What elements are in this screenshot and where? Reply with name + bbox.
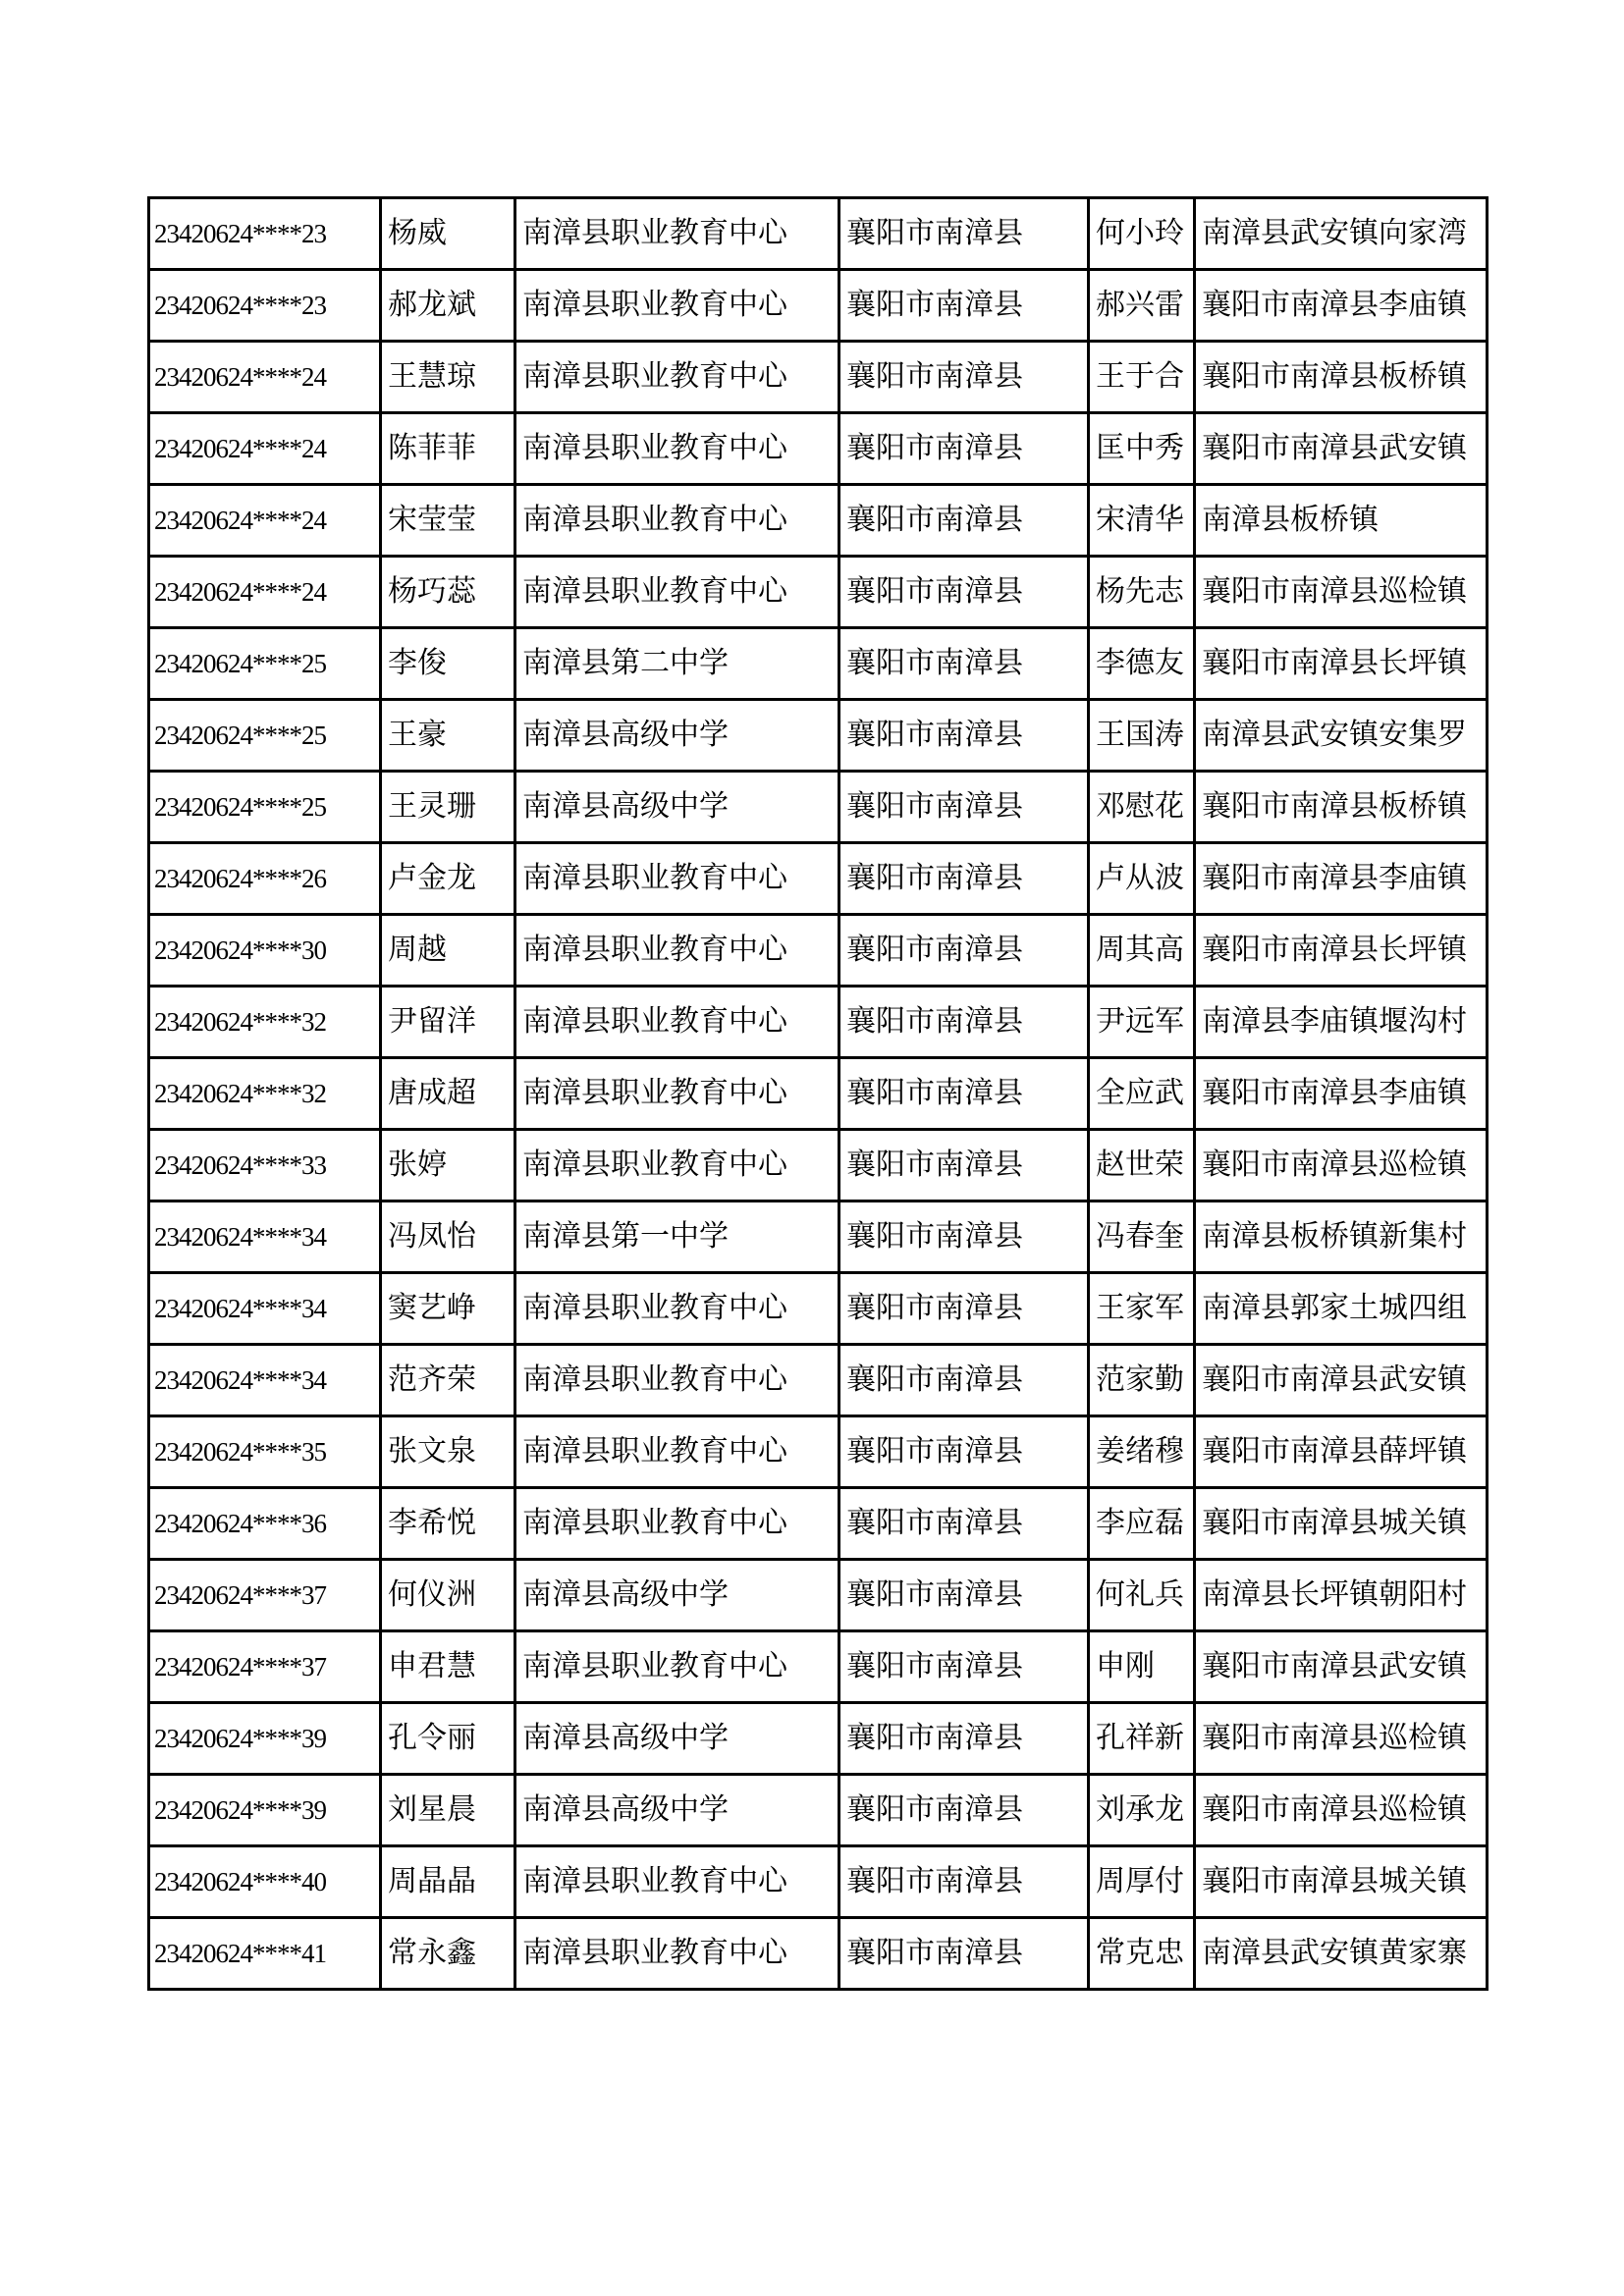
address-cell: 襄阳市南漳县薛坪镇 [1195,1416,1488,1488]
school-cell: 南漳县高级中学 [515,772,839,843]
region-cell: 襄阳市南漳县 [839,1775,1089,1846]
id-cell: 23420624****24 [149,413,381,485]
student-name-cell: 杨巧蕊 [381,557,515,628]
guardian-name-cell: 郝兴雷 [1089,270,1195,342]
guardian-name-cell: 王国涛 [1089,700,1195,772]
address-cell: 南漳县板桥镇新集村 [1195,1201,1488,1273]
address-cell: 襄阳市南漳县武安镇 [1195,1631,1488,1703]
id-cell: 23420624****36 [149,1488,381,1560]
school-cell: 南漳县职业教育中心 [515,1273,839,1345]
address-cell: 襄阳市南漳县李庙镇 [1195,270,1488,342]
guardian-name-cell: 王家军 [1089,1273,1195,1345]
student-name-cell: 李希悦 [381,1488,515,1560]
table-row [149,1345,1488,1416]
id-cell: 23420624****24 [149,485,381,557]
student-name-cell: 宋莹莹 [381,485,515,557]
id-cell: 23420624****23 [149,270,381,342]
region-cell: 襄阳市南漳县 [839,1631,1089,1703]
address-cell: 襄阳市南漳县武安镇 [1195,413,1488,485]
id-cell: 23420624****32 [149,1058,381,1130]
guardian-name-cell: 姜绪穆 [1089,1416,1195,1488]
address-cell: 襄阳市南漳县城关镇 [1195,1846,1488,1918]
guardian-name-cell: 杨先志 [1089,557,1195,628]
address-cell: 襄阳市南漳县巡检镇 [1195,557,1488,628]
address-cell: 南漳县长坪镇朝阳村 [1195,1560,1488,1631]
region-cell: 襄阳市南漳县 [839,1201,1089,1273]
school-cell: 南漳县职业教育中心 [515,1345,839,1416]
guardian-name-cell: 何小玲 [1089,198,1195,270]
guardian-name-cell: 申刚 [1089,1631,1195,1703]
id-cell: 23420624****37 [149,1631,381,1703]
region-cell: 襄阳市南漳县 [839,1846,1089,1918]
student-name-cell: 申君慧 [381,1631,515,1703]
guardian-name-cell: 尹远军 [1089,987,1195,1058]
table-row [149,1058,1488,1130]
region-cell: 襄阳市南漳县 [839,843,1089,915]
id-cell: 23420624****34 [149,1273,381,1345]
region-cell: 襄阳市南漳县 [839,1703,1089,1775]
region-cell: 襄阳市南漳县 [839,700,1089,772]
school-cell: 南漳县职业教育中心 [515,987,839,1058]
guardian-name-cell: 李应磊 [1089,1488,1195,1560]
guardian-name-cell: 宋清华 [1089,485,1195,557]
table-row [149,485,1488,557]
region-cell: 襄阳市南漳县 [839,1918,1089,1990]
school-cell: 南漳县职业教育中心 [515,270,839,342]
student-name-cell: 周晶晶 [381,1846,515,1918]
address-cell: 南漳县武安镇向家湾 [1195,198,1488,270]
table-row [149,1130,1488,1201]
id-cell: 23420624****39 [149,1703,381,1775]
address-cell: 南漳县板桥镇 [1195,485,1488,557]
table-row [149,1703,1488,1775]
school-cell: 南漳县高级中学 [515,1560,839,1631]
school-cell: 南漳县第二中学 [515,628,839,700]
student-name-cell: 常永鑫 [381,1918,515,1990]
address-cell: 襄阳市南漳县城关镇 [1195,1488,1488,1560]
student-name-cell: 卢金龙 [381,843,515,915]
student-name-cell: 张婷 [381,1130,515,1201]
school-cell: 南漳县职业教育中心 [515,1846,839,1918]
address-cell: 襄阳市南漳县板桥镇 [1195,772,1488,843]
region-cell: 襄阳市南漳县 [839,557,1089,628]
region-cell: 襄阳市南漳县 [839,1416,1089,1488]
region-cell: 襄阳市南漳县 [839,270,1089,342]
guardian-name-cell: 何礼兵 [1089,1560,1195,1631]
student-name-cell: 唐成超 [381,1058,515,1130]
table-body [149,198,1488,1990]
table-row [149,1273,1488,1345]
school-cell: 南漳县职业教育中心 [515,557,839,628]
address-cell: 襄阳市南漳县巡检镇 [1195,1130,1488,1201]
school-cell: 南漳县职业教育中心 [515,1416,839,1488]
id-cell: 23420624****24 [149,557,381,628]
student-name-cell: 孔令丽 [381,1703,515,1775]
guardian-name-cell: 赵世荣 [1089,1130,1195,1201]
student-name-cell: 王灵珊 [381,772,515,843]
table-row [149,700,1488,772]
id-cell: 23420624****40 [149,1846,381,1918]
region-cell: 襄阳市南漳县 [839,772,1089,843]
region-cell: 襄阳市南漳县 [839,987,1089,1058]
guardian-name-cell: 卢从波 [1089,843,1195,915]
school-cell: 南漳县高级中学 [515,1703,839,1775]
table-row [149,198,1488,270]
region-cell: 襄阳市南漳县 [839,198,1089,270]
student-name-cell: 范齐荣 [381,1345,515,1416]
table-row [149,1488,1488,1560]
id-cell: 23420624****30 [149,915,381,987]
address-cell: 襄阳市南漳县巡检镇 [1195,1775,1488,1846]
id-cell: 23420624****34 [149,1201,381,1273]
region-cell: 襄阳市南漳县 [839,413,1089,485]
region-cell: 襄阳市南漳县 [839,342,1089,413]
guardian-name-cell: 李德友 [1089,628,1195,700]
table-row [149,1560,1488,1631]
student-name-cell: 周越 [381,915,515,987]
table-row [149,628,1488,700]
table-row [149,1416,1488,1488]
school-cell: 南漳县职业教育中心 [515,1918,839,1990]
school-cell: 南漳县职业教育中心 [515,843,839,915]
address-cell: 襄阳市南漳县板桥镇 [1195,342,1488,413]
guardian-name-cell: 匡中秀 [1089,413,1195,485]
student-name-cell: 窦艺峥 [381,1273,515,1345]
id-cell: 23420624****25 [149,628,381,700]
school-cell: 南漳县职业教育中心 [515,1058,839,1130]
address-cell: 襄阳市南漳县武安镇 [1195,1345,1488,1416]
id-cell: 23420624****37 [149,1560,381,1631]
school-cell: 南漳县职业教育中心 [515,1130,839,1201]
id-cell: 23420624****39 [149,1775,381,1846]
guardian-name-cell: 范家勤 [1089,1345,1195,1416]
guardian-name-cell: 孔祥新 [1089,1703,1195,1775]
table-row [149,843,1488,915]
address-cell: 襄阳市南漳县李庙镇 [1195,843,1488,915]
table-row [149,987,1488,1058]
school-cell: 南漳县高级中学 [515,1775,839,1846]
id-cell: 23420624****25 [149,700,381,772]
id-cell: 23420624****32 [149,987,381,1058]
address-cell: 南漳县郭家土城四组 [1195,1273,1488,1345]
school-cell: 南漳县职业教育中心 [515,413,839,485]
school-cell: 南漳县职业教育中心 [515,915,839,987]
region-cell: 襄阳市南漳县 [839,1130,1089,1201]
id-cell: 23420624****41 [149,1918,381,1990]
address-cell: 襄阳市南漳县长坪镇 [1195,915,1488,987]
table-row [149,772,1488,843]
table-row [149,270,1488,342]
table-row [149,1918,1488,1990]
region-cell: 襄阳市南漳县 [839,1058,1089,1130]
student-table [147,196,1489,1991]
table-row [149,1201,1488,1273]
guardian-name-cell: 全应武 [1089,1058,1195,1130]
id-cell: 23420624****25 [149,772,381,843]
school-cell: 南漳县职业教育中心 [515,1488,839,1560]
guardian-name-cell: 周其高 [1089,915,1195,987]
school-cell: 南漳县职业教育中心 [515,1631,839,1703]
school-cell: 南漳县职业教育中心 [515,485,839,557]
student-name-cell: 陈菲菲 [381,413,515,485]
student-name-cell: 杨威 [381,198,515,270]
guardian-name-cell: 王于合 [1089,342,1195,413]
table-row [149,1631,1488,1703]
school-cell: 南漳县第一中学 [515,1201,839,1273]
region-cell: 襄阳市南漳县 [839,628,1089,700]
guardian-name-cell: 常克忠 [1089,1918,1195,1990]
address-cell: 襄阳市南漳县长坪镇 [1195,628,1488,700]
region-cell: 襄阳市南漳县 [839,485,1089,557]
guardian-name-cell: 刘承龙 [1089,1775,1195,1846]
id-cell: 23420624****24 [149,342,381,413]
id-cell: 23420624****35 [149,1416,381,1488]
id-cell: 23420624****33 [149,1130,381,1201]
guardian-name-cell: 冯春奎 [1089,1201,1195,1273]
student-name-cell: 王慧琼 [381,342,515,413]
region-cell: 襄阳市南漳县 [839,1560,1089,1631]
table-row [149,1775,1488,1846]
table-row [149,915,1488,987]
table-row [149,342,1488,413]
student-name-cell: 尹留洋 [381,987,515,1058]
student-name-cell: 李俊 [381,628,515,700]
table-row [149,557,1488,628]
school-cell: 南漳县职业教育中心 [515,342,839,413]
guardian-name-cell: 周厚付 [1089,1846,1195,1918]
region-cell: 襄阳市南漳县 [839,1488,1089,1560]
address-cell: 南漳县武安镇黄家寨 [1195,1918,1488,1990]
address-cell: 襄阳市南漳县巡检镇 [1195,1703,1488,1775]
student-name-cell: 张文泉 [381,1416,515,1488]
id-cell: 23420624****34 [149,1345,381,1416]
student-name-cell: 冯凤怡 [381,1201,515,1273]
address-cell: 南漳县武安镇安集罗 [1195,700,1488,772]
school-cell: 南漳县高级中学 [515,700,839,772]
student-name-cell: 郝龙斌 [381,270,515,342]
table-row [149,413,1488,485]
address-cell: 襄阳市南漳县李庙镇 [1195,1058,1488,1130]
region-cell: 襄阳市南漳县 [839,915,1089,987]
region-cell: 襄阳市南漳县 [839,1345,1089,1416]
id-cell: 23420624****26 [149,843,381,915]
address-cell: 南漳县李庙镇堰沟村 [1195,987,1488,1058]
id-cell: 23420624****23 [149,198,381,270]
table-row [149,1846,1488,1918]
student-name-cell: 何仪洲 [381,1560,515,1631]
guardian-name-cell: 邓慰花 [1089,772,1195,843]
region-cell: 襄阳市南漳县 [839,1273,1089,1345]
student-name-cell: 刘星晨 [381,1775,515,1846]
student-name-cell: 王豪 [381,700,515,772]
school-cell: 南漳县职业教育中心 [515,198,839,270]
